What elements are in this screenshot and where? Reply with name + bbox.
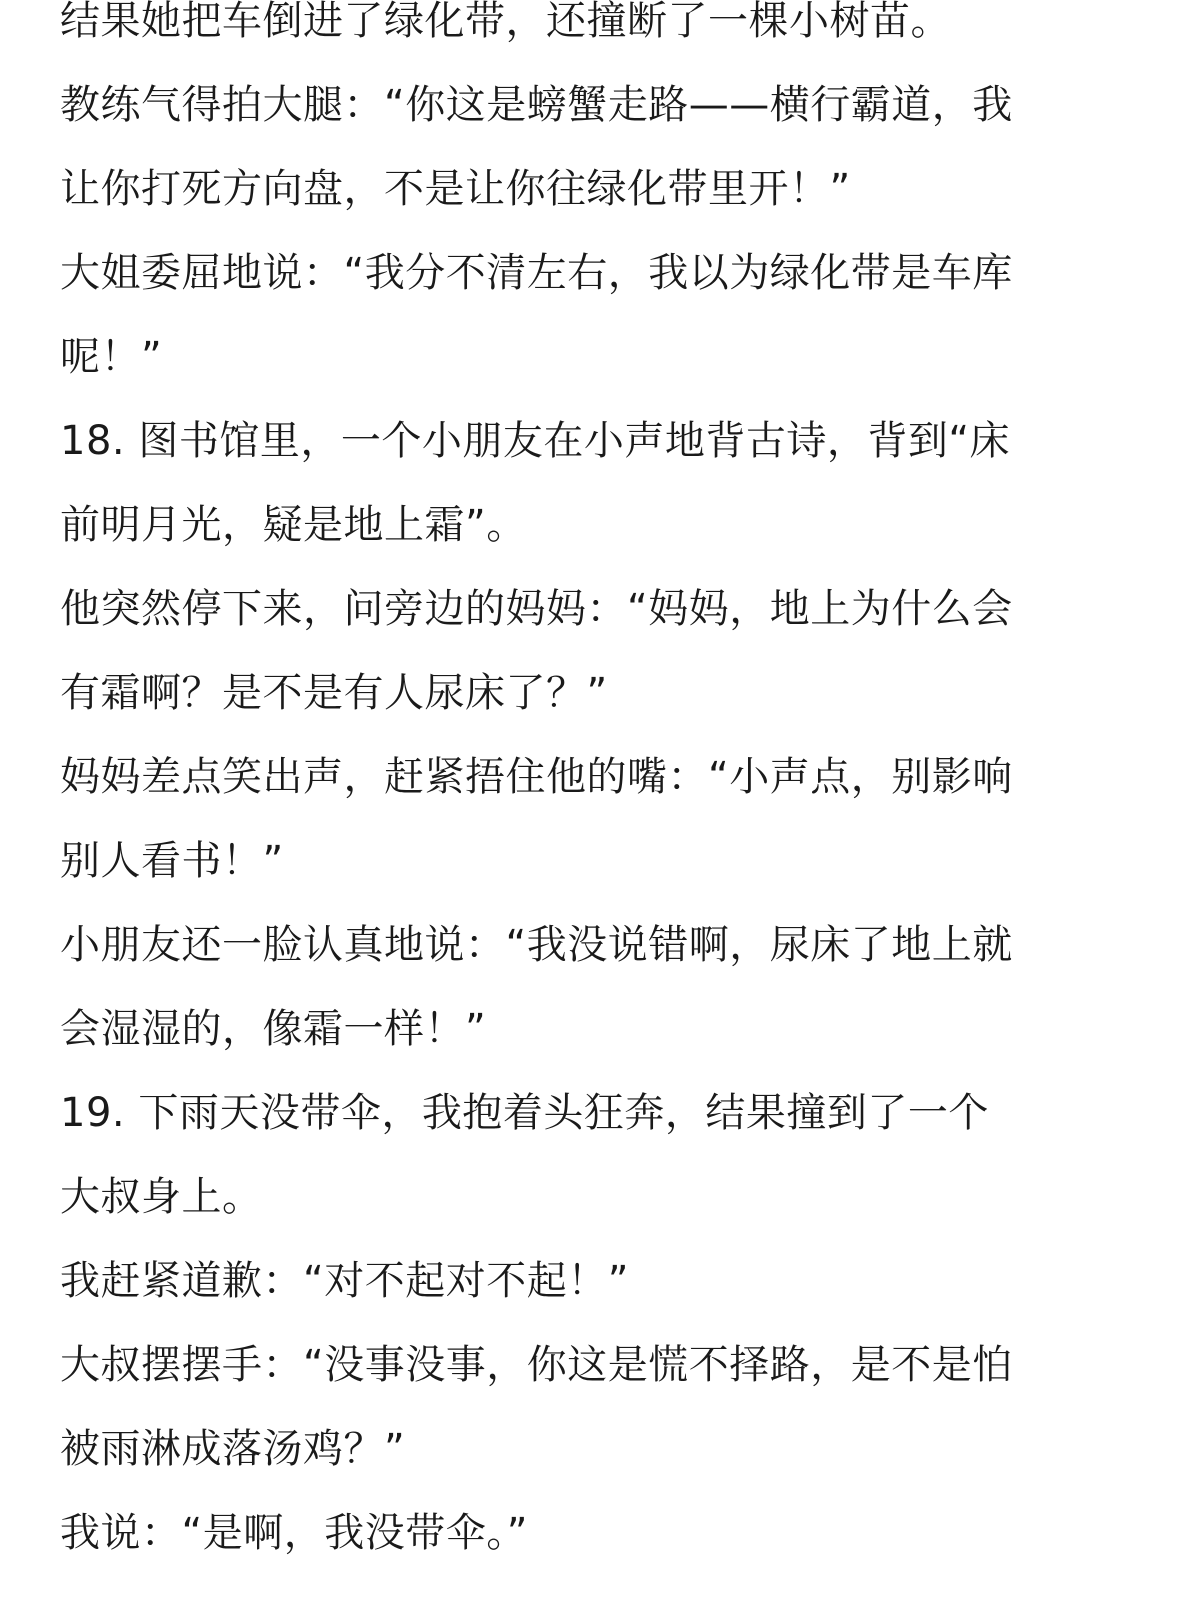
article-text [60,0,1120,1576]
text-line: 他突然停下来，问旁边的妈妈：“妈妈，地上为什么会 [60,586,1013,632]
text-line: 19. 下雨天没带伞，我抱着头狂奔，结果撞到了一个 [60,1090,989,1136]
text-line: 结果她把车倒进了绿化带，还撞断了一棵小树苗。 [60,0,951,44]
text-line: 让你打死方向盘，不是让你往绿化带里开！” [60,166,851,212]
text-line: 18. 图书馆里，一个小朋友在小声地背古诗，背到“床 [60,418,1011,464]
text-line: 前明月光，疑是地上霜”。 [60,502,527,548]
text-line: 会湿湿的，像霜一样！” [60,1006,487,1052]
text-line: 别人看书！” [60,838,284,884]
text-line: 我说：“是啊，我没带伞。” [60,1510,528,1556]
text-line: 被雨淋成落汤鸡？” [60,1426,406,1472]
text-line: 呢！” [60,334,163,380]
text-line: 有霜啊？是不是有人尿床了？” [60,670,608,716]
text-line: 小朋友还一脸认真地说：“我没说错啊，尿床了地上就 [60,922,1013,968]
text-line: 妈妈差点笑出声，赶紧捂住他的嘴：“小声点，别影响 [60,754,1013,800]
text-line: 教练气得拍大腿：“你这是螃蟹走路——横行霸道，我 [60,82,1013,128]
text-line: 我赶紧道歉：“对不起对不起！” [60,1258,629,1304]
text-line: 大叔摆摆手：“没事没事，你这是慌不择路，是不是怕 [60,1342,1013,1388]
text-line: 大姐委屈地说：“我分不清左右，我以为绿化带是车库 [60,250,1013,296]
text-line: 大叔身上。 [60,1174,263,1220]
